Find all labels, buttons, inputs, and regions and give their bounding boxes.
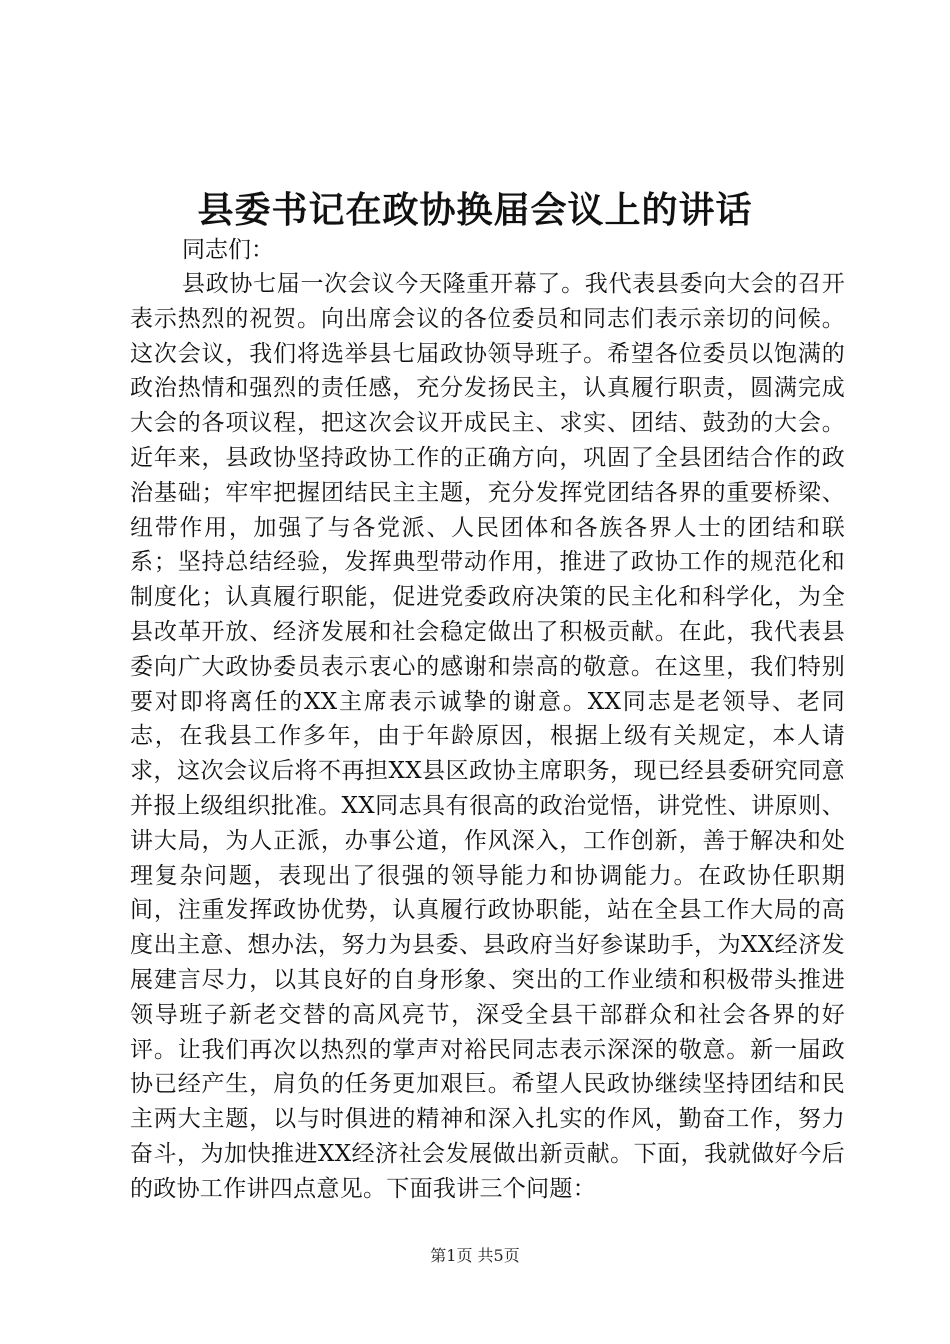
document-title: 县委书记在政协换届会议上的讲话	[197, 189, 753, 231]
page-footer	[0, 1244, 950, 1268]
page-indicator: 第1页 共5页	[430, 1246, 520, 1265]
body-paragraph: 县政协七届一次会议今天隆重开幕了。我代表县委向大会的召开表示热烈的祝贺。向出席会议的各位委员和同志们表示亲切的问候。这次会议，我们将选举县七届政协领导班子。希望各位委员以饱满的政治热情和强烈的责任感，充分发扬民主，认真履行职责，圆满完成大会的各项议程，把这次会议开成民主、求实、团结、鼓劲的大会。近年来，县政协坚持政协工作的正确方向，巩固了全县团结合作的政治基础；牢牢把握团结民主主题，充分发挥党团结各界的重要桥梁、纽带作用，加强了与各党派、人民团体和各族各界人士的团结和联系；坚持总结经验，发挥典型带动作用，推进了政协工作的规范化和制度化；认真履行职能，促进党委政府决策的民主化和科学化，为全县改革开放、经济发展和社会稳定做出了积极贡献。在此，我代表县委向广大政协委员表示衷心的感谢和崇高的敬意。在这里，我们特别要对即将离任的XX主席表示诚挚的谢意。XX同志是老领导、老同志，在我县工作多年，由于年龄原因，根据上级有关规定，本人请求，这次会议后将不再担XX县区政协主席职务，现已经县委研究同意并报上级组织批准。XX同志具有很高的政治觉悟，讲党性、讲原则、讲大局，为人正派，办事公道，作风深入，工作创新，善于解决和处理复杂问题，表现出了很强的领导能力和协调能力。在政协任职期间，注重发挥政协优势，认真履行政协职能，站在全县工作大局的高度出主意、想办法，努力为县委、县政府当好参谋助手，为XX经济发展建言尽力，以其良好的自身形象、突出的工作业绩和积极带头推进领导班子新老交替的高风亮节，深受全县干部群众和社会各界的好评。让我们再次以热烈的掌声对裕民同志表示深深的敬意。新一届政协已经产生，肩负的任务更加艰巨。希望人民政协继续坚持团结和民主两大主题，以与时俱进的精神和深入扎实的作风，勤奋工作，努力奋斗，为加快推进XX经济社会发展做出新贡献。下面，我就做好今后的政协工作讲四点意见。下面我讲三个问题：	[130, 271, 845, 1202]
salutation: 同志们：	[182, 237, 274, 263]
